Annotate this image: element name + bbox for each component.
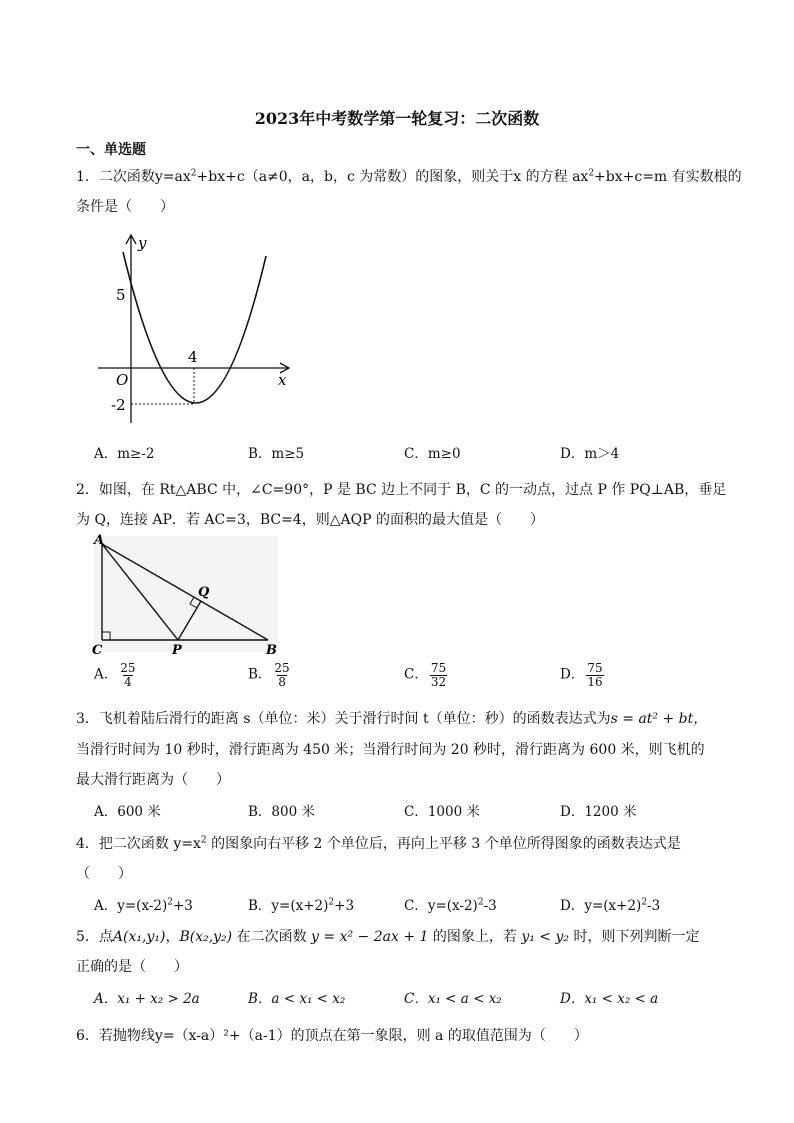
q5-option-d[interactable]: D．x₁ < x₂ < a [560,991,659,1007]
q4-option-a[interactable]: A．$y=(x-2)^2+3$ [94,897,193,914]
q5-line2: 正确的是（ ） [76,959,188,975]
q3-line2: 当滑行时间为 10 秒时，滑行距离为 450 米；当滑行时间为 20 秒时，滑行距离为 600 米，则飞机的 [76,742,705,758]
label-a: A [94,533,105,548]
q1-option-c[interactable]: C．m≥0 [404,446,461,462]
q3-line3: 最大滑行距离为（ ） [76,772,230,788]
q4-option-c[interactable]: C．$y=(x-2)^2-3$ [404,897,497,914]
q6-line1: 6．若抛物线y=（x-a）²+（a-1）的顶点在第一象限，则 a 的取值范围为（ ） [76,1028,588,1044]
q1-parabola-graph [90,228,300,428]
q4-line2: （ ） [76,866,132,882]
q3-option-d[interactable]: D．1200 米 [560,804,637,820]
q3-option-b[interactable]: B．800 米 [248,804,315,820]
y-label: y [138,234,147,252]
q5-line1: 5．点A(x₁,y₁)，B(x₂,y₂) 在二次函数 y = x² − 2ax + 1 的图象上，若 y₁ < y₂ 时，则下列判断一定 [76,929,700,945]
q5-option-c[interactable]: C．x₁ < a < x₂ [404,991,502,1007]
q1-option-d[interactable]: D．m＞4 [560,446,620,462]
figure-background [94,536,278,652]
tick-y5: 5 [116,286,126,304]
q2-option-d[interactable]: D． $\frac{75}{16}$ [560,661,603,689]
x-label: x [278,371,287,389]
q5-option-b[interactable]: B．a < x₁ < x₂ [248,991,346,1007]
q4-option-b[interactable]: B．$y=(x+2)^2+3$ [248,897,355,914]
label-q: Q [198,585,210,600]
q2-triangle-figure [88,532,288,660]
label-p: P [172,643,182,658]
page-title: 2023年中考数学第一轮复习：二次函数 [254,109,540,128]
q3-option-a[interactable]: A．600 米 [94,804,161,820]
q2-option-a[interactable]: A． $\frac{25}{4}$ [94,661,136,689]
q3-option-c[interactable]: C．1000 米 [404,804,480,820]
q5-option-a[interactable]: A．x₁ + x₂ > 2a [94,991,200,1007]
tick-ym2: -2 [111,396,126,414]
q1-line1: 1．二次函数$y=ax^2+bx+c(a\ne 0$，a，b，c 为常数）的图象，则关于x 的方程 $ax^2+bx+c=m$ 有实数根的 [76,168,742,185]
q4-line1: 4．把二次函数 $y=x^2$ 的图象向右平移 2 个单位后，再向上平移 3 个单位所得图象的函数表达式是 [76,835,681,852]
label-b: B [266,643,277,658]
label-c: C [92,643,103,658]
q2-option-c[interactable]: C． $\frac{75}{32}$ [404,661,447,689]
q3-line1: 3．飞机着陆后滑行的距离 s（单位：米）关于滑行时间 t（单位：秒）的函数表达式为s = at² + bt， [76,711,708,727]
tick-x4: 4 [188,348,198,366]
q1-line2: 条件是（ ） [76,199,174,215]
q1-option-b[interactable]: B．m≥5 [248,446,305,462]
q1-option-a[interactable]: A．m≥-2 [94,446,155,462]
q4-option-d[interactable]: D．$y=(x+2)^2-3$ [560,897,661,914]
q2-line1: 2．如图，在 Rt△ABC 中，∠C=90°，P 是 BC 边上不同于 B，C 的一动点，过点 P 作 PQ⊥AB，垂足 [76,482,727,498]
origin-label: O [116,371,129,389]
section-heading: 一、单选题 [76,142,146,158]
q2-option-b[interactable]: B． $\frac{25}{8}$ [248,661,290,689]
q2-line2: 为 Q，连接 AP．若 AC=3，BC=4，则△AQP 的面积的最大值是（ ） [76,512,544,528]
